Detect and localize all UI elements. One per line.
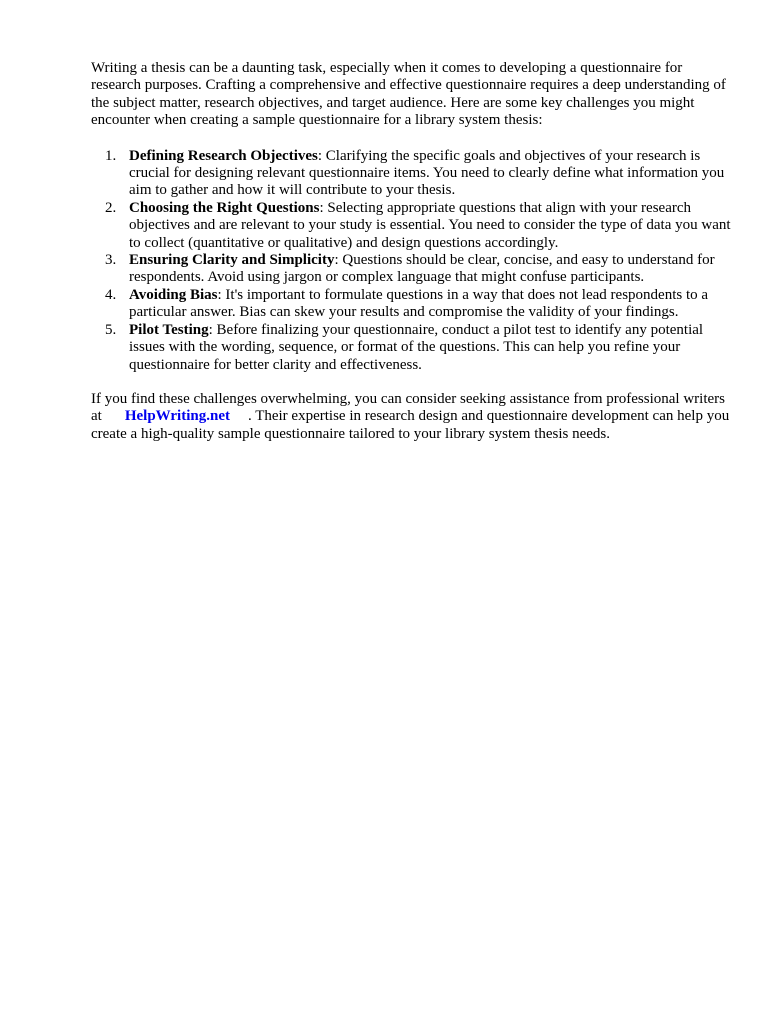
list-item-term: Pilot Testing	[129, 321, 209, 338]
list-item	[105, 199, 731, 252]
list-item-term: Avoiding Bias	[129, 286, 218, 303]
list-item-text: : Questions should be clear, concise, and easy to understand for respondents. Avoid using jargon or complex language that might confuse participants.	[129, 252, 715, 286]
list-item-term: Ensuring Clarity and Simplicity	[129, 252, 335, 269]
list-item-number: 4.	[105, 286, 117, 303]
list-item-term: Choosing the Right Questions	[129, 199, 320, 216]
list-item-text: : It's important to formulate questions in a way that does not lead respondents to a particular answer. Bias can skew your results and compromise the validity of your findings.	[129, 286, 709, 321]
intro-paragraph: Writing a thesis can be a daunting task, especially when it comes to developing a questionnaire for research purposes. Crafting a comprehensive and effective questionnaire requires a deep understanding of the subject matter, research objectives, and target audience. Here are some key challenges you might encounter when creating a sample questionnaire for a library system thesis:	[91, 60, 726, 129]
list-item-text: : Clarifying the specific goals and objectives of your research is crucial for designing relevant questionnaire items. You need to clearly define what information you aim to gather and how it will contribute to your thesis.	[129, 147, 725, 199]
list-item-term: Defining Research Objectives	[129, 147, 318, 164]
challenges-list	[91, 148, 731, 374]
list-item	[105, 252, 731, 287]
closing-text-before-link: If you find these challenges overwhelming, you can consider seeking assistance from professional writers at	[91, 390, 725, 425]
list-item-number: 5.	[105, 321, 117, 338]
list-item-number: 3.	[105, 252, 117, 269]
list-item-number: 1.	[105, 147, 117, 164]
list-item	[105, 286, 731, 322]
closing-paragraph	[91, 391, 731, 443]
list-item	[105, 321, 731, 374]
list-item	[105, 147, 731, 200]
list-item-number: 2.	[105, 199, 117, 216]
document-page	[91, 60, 731, 443]
list-item-text: : Selecting appropriate questions that align with your research objectives and are relevant to your study is essential. You need to consider the type of data you want to collect (quantitative or qualitative) and design questions accordingly.	[129, 199, 731, 251]
closing-text-after-link: . Their expertise in research design and questionnaire development can help you create a high-quality sample questionnaire tailored to your library system thesis needs.	[91, 408, 730, 442]
list-item-text: : Before finalizing your questionnaire, conduct a pilot test to identify any potential issues with the wording, sequence, or format of the questions. This can help you refine your questionnaire for better clarity and effectiveness.	[129, 321, 704, 373]
helpwriting-link[interactable]: HelpWriting.net	[124, 408, 230, 425]
